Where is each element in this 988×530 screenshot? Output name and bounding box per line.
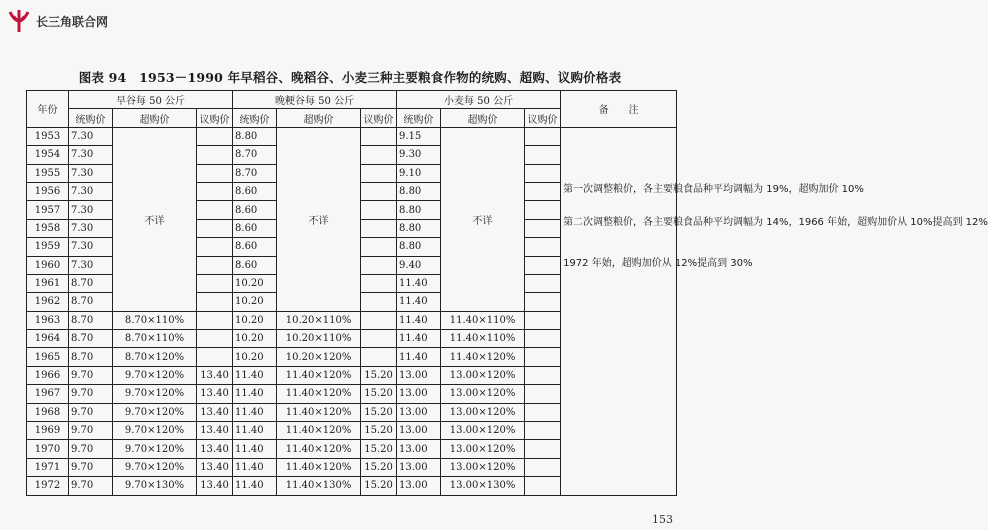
early-unified-price: 9.70	[69, 366, 113, 384]
late-negotiated-price	[361, 348, 397, 366]
late-over-price: 10.20×120%	[277, 348, 361, 366]
early-negotiated-price	[197, 330, 233, 348]
early-negotiated-price	[197, 293, 233, 311]
late-over-price: 11.40×130%	[277, 477, 361, 495]
wheat-negotiated-price	[525, 477, 561, 495]
late-unified-price: 8.60	[233, 182, 277, 200]
late-unified-price: 8.70	[233, 164, 277, 182]
late-over-price-merged: 不详	[277, 127, 361, 311]
year-cell: 1963	[27, 311, 69, 329]
late-over-price: 11.40×120%	[277, 422, 361, 440]
wheat-unified-price: 8.80	[397, 201, 441, 219]
early-unified-price: 8.70	[69, 311, 113, 329]
page-number: 153	[652, 513, 673, 526]
logo-icon	[8, 8, 30, 34]
wheat-unified-price: 13.00	[397, 458, 441, 476]
early-unified-price: 9.70	[69, 458, 113, 476]
wheat-over-price: 13.00×120%	[441, 366, 525, 384]
remark-third-adjustment: 1972 年始，超购加价从 12%提高到 30%	[563, 257, 753, 269]
wheat-unified-price: 8.80	[397, 219, 441, 237]
late-negotiated-price: 15.20	[361, 458, 397, 476]
late-negotiated-price: 15.20	[361, 403, 397, 421]
header-wheat: 小麦每 50 公斤	[397, 91, 561, 109]
late-negotiated-price	[361, 274, 397, 292]
late-over-price: 11.40×120%	[277, 403, 361, 421]
early-over-price: 8.70×110%	[113, 311, 197, 329]
sub-header-unified: 统购价	[397, 109, 441, 127]
early-negotiated-price	[197, 274, 233, 292]
price-table	[26, 90, 988, 496]
early-unified-price: 7.30	[69, 256, 113, 274]
remark-second-adjustment: 第二次调整粮价，各主要粮食品种平均调幅为 14%，1966 年始，超购加价从 10%提高到 12%	[563, 216, 988, 228]
early-unified-price: 7.30	[69, 201, 113, 219]
early-over-price: 8.70×120%	[113, 348, 197, 366]
late-negotiated-price: 15.20	[361, 385, 397, 403]
wheat-unified-price: 11.40	[397, 348, 441, 366]
wheat-unified-price: 11.40	[397, 330, 441, 348]
late-unified-price: 10.20	[233, 311, 277, 329]
early-over-price: 9.70×120%	[113, 403, 197, 421]
early-negotiated-price	[197, 311, 233, 329]
late-over-price: 11.40×120%	[277, 385, 361, 403]
late-negotiated-price: 15.20	[361, 440, 397, 458]
wheat-negotiated-price	[525, 422, 561, 440]
late-unified-price: 11.40	[233, 403, 277, 421]
early-negotiated-price: 13.40	[197, 422, 233, 440]
wheat-over-price: 13.00×120%	[441, 403, 525, 421]
year-cell: 1953	[27, 127, 69, 145]
wheat-negotiated-price	[525, 330, 561, 348]
wheat-negotiated-price	[525, 403, 561, 421]
wheat-unified-price: 13.00	[397, 403, 441, 421]
late-unified-price: 10.20	[233, 274, 277, 292]
late-unified-price: 11.40	[233, 440, 277, 458]
late-negotiated-price	[361, 238, 397, 256]
early-over-price-merged: 不详	[113, 127, 197, 311]
late-unified-price: 8.60	[233, 256, 277, 274]
wheat-negotiated-price	[525, 201, 561, 219]
early-negotiated-price	[197, 201, 233, 219]
wheat-over-price: 13.00×120%	[441, 458, 525, 476]
wheat-negotiated-price	[525, 440, 561, 458]
late-over-price: 10.20×110%	[277, 330, 361, 348]
wheat-unified-price: 11.40	[397, 311, 441, 329]
year-cell: 1959	[27, 238, 69, 256]
early-over-price: 9.70×120%	[113, 385, 197, 403]
year-cell: 1971	[27, 458, 69, 476]
wheat-negotiated-price	[525, 164, 561, 182]
year-cell: 1957	[27, 201, 69, 219]
early-unified-price: 9.70	[69, 385, 113, 403]
sub-header-unified: 统购价	[69, 109, 113, 127]
year-cell: 1965	[27, 348, 69, 366]
wheat-unified-price: 11.40	[397, 274, 441, 292]
late-negotiated-price	[361, 182, 397, 200]
late-unified-price: 8.60	[233, 238, 277, 256]
early-unified-price: 9.70	[69, 403, 113, 421]
wheat-negotiated-price	[525, 311, 561, 329]
logo-text: 长三角联合网	[36, 14, 109, 29]
wheat-negotiated-price	[525, 366, 561, 384]
late-over-price: 11.40×120%	[277, 440, 361, 458]
early-negotiated-price: 13.40	[197, 440, 233, 458]
early-negotiated-price: 13.40	[197, 458, 233, 476]
year-cell: 1968	[27, 403, 69, 421]
early-negotiated-price	[197, 348, 233, 366]
wheat-unified-price: 8.80	[397, 238, 441, 256]
late-negotiated-price	[361, 146, 397, 164]
early-unified-price: 8.70	[69, 330, 113, 348]
wheat-negotiated-price	[525, 127, 561, 145]
year-cell: 1967	[27, 385, 69, 403]
wheat-over-price-merged: 不详	[441, 127, 525, 311]
wheat-negotiated-price	[525, 182, 561, 200]
wheat-negotiated-price	[525, 256, 561, 274]
late-negotiated-price: 15.20	[361, 422, 397, 440]
wheat-over-price: 13.00×120%	[441, 385, 525, 403]
late-unified-price: 8.80	[233, 127, 277, 145]
early-over-price: 9.70×120%	[113, 422, 197, 440]
early-unified-price: 9.70	[69, 422, 113, 440]
year-cell: 1961	[27, 274, 69, 292]
year-cell: 1956	[27, 182, 69, 200]
wheat-over-price: 13.00×120%	[441, 440, 525, 458]
early-over-price: 9.70×120%	[113, 366, 197, 384]
early-negotiated-price	[197, 164, 233, 182]
header-remarks: 备 注	[561, 91, 677, 128]
year-cell: 1969	[27, 422, 69, 440]
year-cell: 1970	[27, 440, 69, 458]
wheat-negotiated-price	[525, 238, 561, 256]
year-cell: 1966	[27, 366, 69, 384]
wheat-unified-price: 13.00	[397, 385, 441, 403]
late-negotiated-price	[361, 293, 397, 311]
wheat-negotiated-price	[525, 458, 561, 476]
late-negotiated-price	[361, 256, 397, 274]
remark-first-adjustment: 第一次调整粮价，各主要粮食品种平均调幅为 19%，超购加价 10%	[563, 183, 864, 195]
late-negotiated-price	[361, 164, 397, 182]
early-unified-price: 7.30	[69, 219, 113, 237]
late-negotiated-price	[361, 127, 397, 145]
late-over-price: 11.40×120%	[277, 458, 361, 476]
early-negotiated-price: 13.40	[197, 477, 233, 495]
wheat-unified-price: 9.30	[397, 146, 441, 164]
table-title: 图表 94 1953－1990 年早稻谷、晚稻谷、小麦三种主要粮食作物的统购、超购、议购价格表	[78, 70, 622, 85]
wheat-negotiated-price	[525, 348, 561, 366]
late-negotiated-price	[361, 330, 397, 348]
late-over-price: 10.20×110%	[277, 311, 361, 329]
wheat-unified-price: 8.80	[397, 182, 441, 200]
wheat-over-price: 11.40×110%	[441, 311, 525, 329]
wheat-unified-price: 13.00	[397, 440, 441, 458]
early-over-price: 8.70×110%	[113, 330, 197, 348]
early-negotiated-price	[197, 127, 233, 145]
early-negotiated-price	[197, 146, 233, 164]
wheat-unified-price: 13.00	[397, 366, 441, 384]
early-unified-price: 7.30	[69, 238, 113, 256]
wheat-negotiated-price	[525, 274, 561, 292]
early-negotiated-price	[197, 219, 233, 237]
early-unified-price: 8.70	[69, 293, 113, 311]
early-unified-price: 8.70	[69, 348, 113, 366]
early-unified-price: 7.30	[69, 127, 113, 145]
wheat-unified-price: 9.15	[397, 127, 441, 145]
remarks-cell	[561, 127, 988, 495]
wheat-over-price: 13.00×120%	[441, 422, 525, 440]
late-negotiated-price	[361, 219, 397, 237]
late-unified-price: 11.40	[233, 458, 277, 476]
table-body	[27, 127, 988, 495]
site-logo[interactable]	[8, 8, 108, 34]
wheat-unified-price: 9.40	[397, 256, 441, 274]
late-unified-price: 11.40	[233, 366, 277, 384]
early-unified-price: 9.70	[69, 477, 113, 495]
year-cell: 1954	[27, 146, 69, 164]
early-unified-price: 9.70	[69, 440, 113, 458]
late-unified-price: 10.20	[233, 348, 277, 366]
wheat-negotiated-price	[525, 385, 561, 403]
year-cell: 1972	[27, 477, 69, 495]
late-unified-price: 11.40	[233, 422, 277, 440]
wheat-over-price: 13.00×130%	[441, 477, 525, 495]
late-unified-price: 8.60	[233, 201, 277, 219]
early-negotiated-price	[197, 182, 233, 200]
sub-header-negotiated: 议购价	[525, 109, 561, 127]
early-unified-price: 7.30	[69, 182, 113, 200]
header-late-rice: 晚粳谷每 50 公斤	[233, 91, 397, 109]
wheat-unified-price: 13.00	[397, 477, 441, 495]
early-over-price: 9.70×120%	[113, 458, 197, 476]
sub-header-unified: 统购价	[233, 109, 277, 127]
early-unified-price: 7.30	[69, 164, 113, 182]
early-negotiated-price	[197, 256, 233, 274]
wheat-unified-price: 11.40	[397, 293, 441, 311]
wheat-negotiated-price	[525, 219, 561, 237]
year-cell: 1955	[27, 164, 69, 182]
sub-header-over: 超购价	[113, 109, 197, 127]
late-unified-price: 10.20	[233, 330, 277, 348]
wheat-over-price: 11.40×110%	[441, 330, 525, 348]
early-unified-price: 8.70	[69, 274, 113, 292]
late-unified-price: 11.40	[233, 477, 277, 495]
early-negotiated-price: 13.40	[197, 403, 233, 421]
year-cell: 1960	[27, 256, 69, 274]
wheat-over-price: 11.40×120%	[441, 348, 525, 366]
late-unified-price: 10.20	[233, 293, 277, 311]
early-negotiated-price: 13.40	[197, 366, 233, 384]
wheat-unified-price: 9.10	[397, 164, 441, 182]
wheat-unified-price: 13.00	[397, 422, 441, 440]
sub-header-over: 超购价	[441, 109, 525, 127]
header-year: 年份	[27, 91, 69, 128]
year-cell: 1962	[27, 293, 69, 311]
early-negotiated-price	[197, 238, 233, 256]
late-negotiated-price	[361, 311, 397, 329]
late-unified-price: 11.40	[233, 385, 277, 403]
header-early-rice: 早谷每 50 公斤	[69, 91, 233, 109]
sub-header-negotiated: 议购价	[361, 109, 397, 127]
year-cell: 1964	[27, 330, 69, 348]
early-negotiated-price: 13.40	[197, 385, 233, 403]
late-negotiated-price: 15.20	[361, 366, 397, 384]
early-unified-price: 7.30	[69, 146, 113, 164]
table-row	[27, 127, 677, 145]
late-negotiated-price: 15.20	[361, 477, 397, 495]
late-negotiated-price	[361, 201, 397, 219]
wheat-negotiated-price	[525, 293, 561, 311]
early-over-price: 9.70×120%	[113, 440, 197, 458]
sub-header-negotiated: 议购价	[197, 109, 233, 127]
early-over-price: 9.70×130%	[113, 477, 197, 495]
wheat-negotiated-price	[525, 146, 561, 164]
sub-header-over: 超购价	[277, 109, 361, 127]
late-unified-price: 8.60	[233, 219, 277, 237]
late-over-price: 11.40×120%	[277, 366, 361, 384]
late-unified-price: 8.70	[233, 146, 277, 164]
year-cell: 1958	[27, 219, 69, 237]
